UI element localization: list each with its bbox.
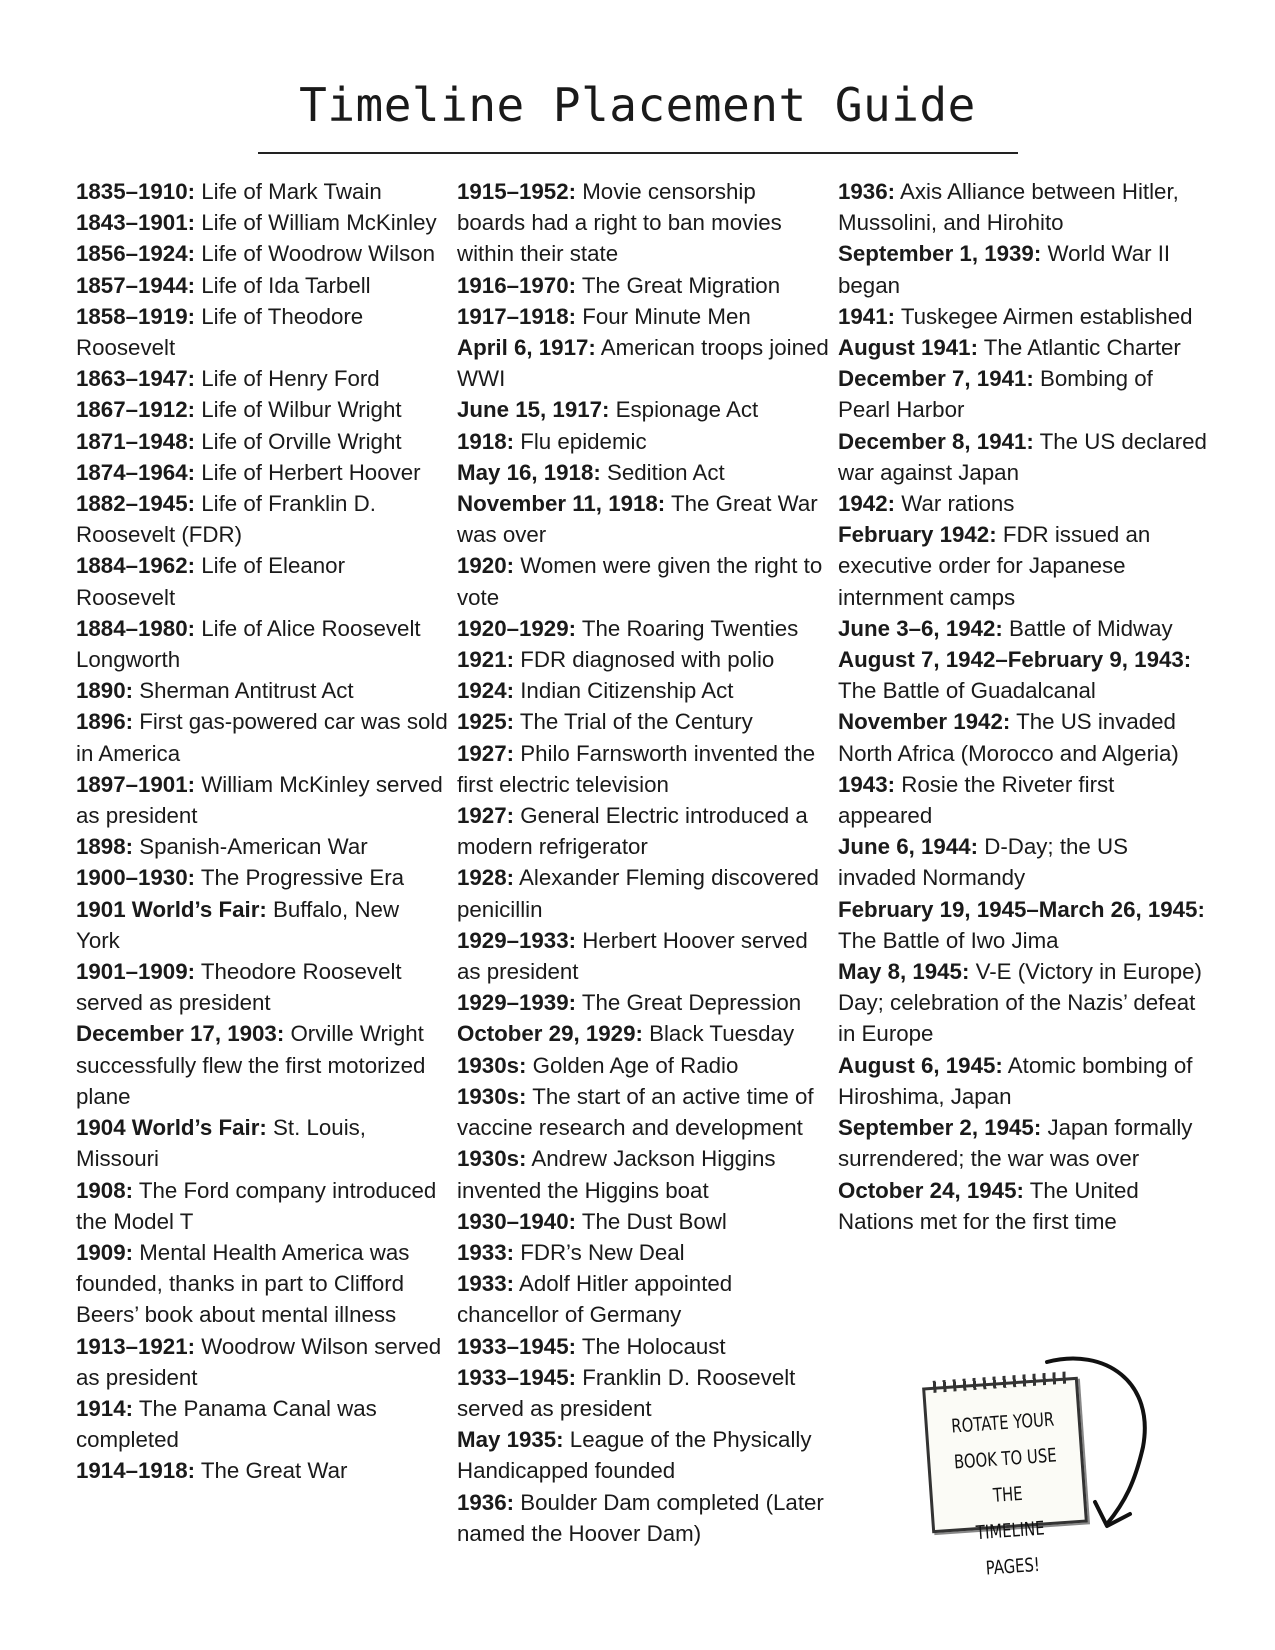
entry-date: September 2, 1945: — [838, 1115, 1042, 1141]
entry-description: Life of Eleanor Roosevelt — [76, 553, 346, 610]
timeline-entry — [457, 706, 829, 737]
timeline-entry — [76, 1237, 448, 1331]
timeline-entry — [457, 1050, 829, 1081]
entry-date: 1917–1918: — [457, 303, 577, 329]
entry-description: Alexander Fleming discovered penicillin — [457, 865, 819, 922]
timeline-entry — [838, 332, 1210, 363]
callout-line: TIMELINE PAGES! — [975, 1517, 1046, 1580]
entry-description: Japan formally surrendered; the war was over — [838, 1115, 1193, 1172]
timeline-entry — [76, 488, 448, 550]
entry-date: 1933: — [457, 1239, 515, 1265]
timeline-entry — [457, 1487, 829, 1549]
timeline-entry — [838, 301, 1210, 332]
entry-date: June 3–6, 1942: — [838, 615, 1003, 641]
entry-date: 1843–1901: — [76, 210, 196, 236]
entry-description: Four Minute Men — [576, 303, 751, 329]
entry-description: Philo Farnsworth invented the first electric television — [457, 740, 816, 797]
timeline-entry — [457, 987, 829, 1018]
entry-date: May 1935: — [457, 1427, 564, 1453]
entry-description: Women were given the right to vote — [457, 553, 823, 610]
entry-date: December 17, 1903: — [76, 1021, 285, 1047]
timeline-entry — [838, 831, 1210, 893]
entry-date: 1918: — [457, 428, 515, 454]
entry-date: 1920–1929: — [457, 615, 577, 641]
entry-date: 1874–1964: — [76, 459, 196, 485]
entry-description: Life of Theodore Roosevelt — [76, 303, 364, 361]
entry-description: First gas-powered car was sold in America — [76, 709, 448, 766]
entry-date: 1857–1944: — [76, 272, 196, 298]
timeline-column-1 — [76, 176, 448, 1487]
callout-line: ROTATE YOUR — [950, 1408, 1055, 1438]
timeline-entry — [76, 363, 448, 394]
timeline-entry — [76, 1175, 448, 1237]
entry-date: February 19, 1945–March 26, 1945: — [838, 896, 1205, 922]
entry-description: Black Tuesday — [642, 1021, 795, 1047]
timeline-entry — [457, 270, 829, 301]
timeline-entry — [457, 457, 829, 488]
entry-date: 1884–1980: — [76, 615, 196, 641]
entry-description: FDR diagnosed with polio — [514, 647, 775, 673]
entry-description: Life of Woodrow Wilson — [195, 241, 436, 267]
entry-description: The Trial of the Century — [514, 709, 753, 735]
entry-date: 1936: — [838, 179, 896, 204]
curved-arrow-icon — [1035, 1352, 1175, 1537]
entry-date: 1930s: — [457, 1146, 527, 1172]
entry-description: Adolf Hitler appointed chancellor of Germany — [457, 1271, 733, 1328]
timeline-entry — [76, 176, 448, 207]
timeline-entry — [76, 207, 448, 238]
timeline-entry — [457, 800, 829, 862]
entry-description: Life of Herbert Hoover — [195, 459, 421, 485]
entry-date: 1914: — [76, 1395, 134, 1421]
entry-description: The Progressive Era — [195, 865, 405, 891]
timeline-entry — [457, 301, 829, 332]
entry-description: The Holocaust — [576, 1333, 726, 1359]
entry-description: The Battle of Iwo Jima — [838, 927, 1059, 953]
timeline-entry — [457, 426, 829, 457]
entry-description: Life of Henry Ford — [195, 366, 380, 392]
timeline-entry — [76, 675, 448, 706]
entry-description: Life of William McKinley — [195, 210, 437, 236]
entry-description: The Roaring Twenties — [576, 615, 799, 641]
entry-date: June 15, 1917: — [457, 397, 610, 423]
entry-description: Life of Alice Roosevelt Longworth — [76, 615, 421, 673]
timeline-entry — [76, 238, 448, 269]
entry-date: 1867–1912: — [76, 397, 196, 423]
entry-date: 1871–1948: — [76, 428, 196, 454]
entry-description: Orville Wright successfully flew the first motorized plane — [76, 1021, 426, 1109]
entry-date: 1929–1933: — [457, 927, 577, 953]
entry-date: 1936: — [457, 1489, 515, 1515]
timeline-entry — [457, 1362, 829, 1424]
entry-date: 1916–1970: — [457, 272, 577, 298]
entry-description: The Dust Bowl — [576, 1208, 727, 1234]
entry-description: The Great Migration — [576, 272, 781, 298]
entry-date: 1884–1962: — [76, 553, 196, 579]
entry-description: Flu epidemic — [514, 428, 647, 454]
entry-date: May 8, 1945: — [838, 959, 970, 985]
timeline-entry — [838, 894, 1210, 956]
entry-date: 1933: — [457, 1271, 515, 1297]
entry-date: 1901–1909: — [76, 959, 196, 985]
entry-description: Theodore Roosevelt served as president — [76, 959, 402, 1016]
entry-description: Spanish-American War — [133, 834, 368, 860]
entry-description: The Great War — [195, 1458, 348, 1484]
entry-description: Life of Mark Twain — [195, 179, 382, 204]
callout-line: BOOK TO USE THE — [953, 1444, 1058, 1507]
timeline-entry — [838, 176, 1210, 238]
entry-description: Franklin D. Roosevelt served as president — [457, 1364, 796, 1421]
entry-date: 1908: — [76, 1177, 134, 1203]
timeline-entry — [76, 550, 448, 612]
entry-date: February 1942: — [838, 522, 997, 548]
timeline-entry — [76, 894, 448, 956]
timeline-entry — [838, 363, 1210, 425]
timeline-entry — [76, 270, 448, 301]
entry-description: American troops joined WWI — [457, 335, 829, 392]
entry-description: Buffalo, New York — [76, 896, 400, 953]
entry-date: 1915–1952: — [457, 179, 577, 204]
entry-date: 1835–1910: — [76, 179, 196, 204]
entry-description: Sedition Act — [600, 459, 725, 485]
entry-description: Movie censorship boards had a right to ban movies within their state — [457, 179, 782, 267]
title-rule — [258, 152, 1018, 154]
entry-date: April 6, 1917: — [457, 335, 596, 361]
entry-date: August 6, 1945: — [838, 1052, 1003, 1078]
timeline-entry — [457, 862, 829, 924]
entry-description: St. Louis, Missouri — [76, 1115, 366, 1172]
timeline-entry — [838, 1175, 1210, 1237]
timeline-entry — [76, 301, 448, 363]
entry-description: Sherman Antitrust Act — [133, 678, 354, 704]
entry-date: 1927: — [457, 740, 515, 766]
entry-date: November 1942: — [838, 709, 1011, 735]
entry-date: 1900–1930: — [76, 865, 196, 891]
timeline-entry — [457, 332, 829, 394]
entry-description: The US declared war against Japan — [838, 428, 1207, 485]
timeline-entry — [457, 1206, 829, 1237]
entry-date: 1898: — [76, 834, 134, 860]
entry-date: November 11, 1918: — [457, 491, 666, 517]
timeline-entry — [457, 613, 829, 644]
entry-description: FDR issued an executive order for Japanese internment camps — [838, 522, 1151, 610]
timeline-entry — [457, 1018, 829, 1049]
entry-date: 1901 World’s Fair: — [76, 896, 267, 922]
timeline-entry — [838, 519, 1210, 613]
entry-description: General Electric introduced a modern refrigerator — [457, 803, 808, 860]
timeline-entry — [76, 457, 448, 488]
timeline-entry — [838, 769, 1210, 831]
entry-description: Golden Age of Radio — [526, 1052, 739, 1078]
entry-description: The Great Depression — [576, 990, 802, 1016]
entry-description: William McKinley served as president — [76, 771, 443, 829]
entry-description: Life of Franklin D. Roosevelt (FDR) — [76, 491, 376, 548]
entry-date: 1890: — [76, 678, 134, 704]
entry-date: 1924: — [457, 678, 515, 704]
timeline-entry — [457, 176, 829, 270]
timeline-entry — [838, 426, 1210, 488]
timeline-entry — [457, 1331, 829, 1362]
entry-date: 1930s: — [457, 1083, 527, 1109]
entry-description: Axis Alliance between Hitler, Mussolini, and Hirohito — [838, 179, 1179, 236]
entry-description: The start of an active time of vaccine research and development — [457, 1083, 814, 1141]
timeline-entry — [457, 925, 829, 987]
entry-description: Indian Citizenship Act — [514, 678, 734, 704]
timeline-entry — [838, 706, 1210, 768]
page-title: Timeline Placement Guide — [299, 78, 976, 132]
timeline-entry — [838, 956, 1210, 1050]
entry-date: 1943: — [838, 771, 896, 797]
entry-date: June 6, 1944: — [838, 834, 979, 860]
timeline-entry — [457, 644, 829, 675]
entry-date: 1930–1940: — [457, 1208, 577, 1234]
entry-date: 1914–1918: — [76, 1458, 196, 1484]
entry-description: The US invaded North Africa (Morocco and Algeria) — [838, 709, 1179, 766]
entry-description: V-E (Victory in Europe) Day; celebration of the Nazis’ defeat in Europe — [838, 959, 1202, 1047]
timeline-entry — [838, 1050, 1210, 1112]
timeline-entry — [457, 488, 829, 550]
timeline-entry — [457, 738, 829, 800]
entry-description: D-Day; the US invaded Normandy — [838, 834, 1128, 891]
entry-description: Tuskegee Airmen established — [895, 303, 1193, 329]
entry-description: The Atlantic Charter — [978, 335, 1181, 361]
entry-description: The Ford company introduced the Model T — [76, 1177, 437, 1234]
entry-description: Battle of Midway — [1002, 615, 1173, 641]
timeline-entry — [457, 675, 829, 706]
entry-date: August 1941: — [838, 335, 979, 361]
timeline-entry — [838, 1112, 1210, 1174]
entry-description: Rosie the Riveter first appeared — [838, 771, 1115, 829]
entry-date: 1856–1924: — [76, 241, 196, 267]
entry-date: 1928: — [457, 865, 515, 891]
entry-date: September 1, 1939: — [838, 241, 1042, 267]
timeline-entry — [457, 1424, 829, 1486]
entry-date: 1925: — [457, 709, 515, 735]
entry-description: Atomic bombing of Hiroshima, Japan — [838, 1052, 1193, 1109]
rotate-book-callout — [915, 1368, 1180, 1580]
entry-date: August 7, 1942–February 9, 1943: — [838, 647, 1192, 673]
timeline-entry — [76, 831, 448, 862]
entry-description: Life of Wilbur Wright — [195, 397, 402, 423]
entry-date: 1863–1947: — [76, 366, 196, 392]
timeline-entry — [76, 1112, 448, 1174]
entry-description: The United Nations met for the first time — [838, 1177, 1139, 1234]
entry-date: 1930s: — [457, 1052, 527, 1078]
timeline-entry — [76, 956, 448, 1018]
timeline-entry — [457, 550, 829, 612]
timeline-entry — [457, 1143, 829, 1205]
entry-description: Mental Health America was founded, thanks in part to Clifford Beers’ book about mental illness — [76, 1239, 410, 1328]
entry-date: October 29, 1929: — [457, 1021, 643, 1047]
entry-description: Espionage Act — [609, 397, 759, 423]
entry-description: The Great War was over — [457, 491, 818, 548]
entry-description: Life of Orville Wright — [195, 428, 402, 454]
entry-description: Boulder Dam completed (Later named the Hoover Dam) — [457, 1489, 824, 1546]
entry-description: Woodrow Wilson served as president — [76, 1333, 442, 1390]
entry-date: 1909: — [76, 1239, 134, 1265]
entry-date: 1927: — [457, 803, 515, 829]
timeline-entry — [838, 644, 1210, 706]
timeline-entry — [76, 1393, 448, 1455]
entry-date: 1933–1945: — [457, 1364, 577, 1390]
entry-description: The Battle of Guadalcanal — [838, 678, 1096, 704]
entry-date: 1941: — [838, 303, 896, 329]
timeline-entry — [76, 862, 448, 893]
timeline-entry — [457, 394, 829, 425]
timeline-entry — [838, 488, 1210, 519]
entry-description: War rations — [895, 491, 1015, 517]
timeline-entry — [76, 706, 448, 768]
entry-date: 1920: — [457, 553, 515, 579]
timeline-entry — [76, 1018, 448, 1112]
entry-description: World War II began — [838, 241, 1171, 298]
entry-description: FDR’s New Deal — [514, 1239, 685, 1265]
entry-description: League of the Physically Handicapped founded — [457, 1427, 812, 1484]
entry-date: December 7, 1941: — [838, 366, 1034, 392]
entry-date: 1904 World’s Fair: — [76, 1115, 267, 1141]
entry-date: 1929–1939: — [457, 990, 577, 1016]
entry-description: Life of Ida Tarbell — [195, 272, 371, 298]
entry-date: December 8, 1941: — [838, 428, 1034, 454]
timeline-entry — [838, 238, 1210, 300]
timeline-entry — [457, 1268, 829, 1330]
timeline-entry — [76, 1331, 448, 1393]
timeline-entry — [457, 1081, 829, 1143]
entry-date: 1882–1945: — [76, 491, 196, 517]
timeline-entry — [76, 394, 448, 425]
entry-date: 1933–1945: — [457, 1333, 577, 1359]
entry-description: Herbert Hoover served as president — [457, 927, 808, 985]
timeline-entry — [76, 1455, 448, 1486]
timeline-entry — [76, 769, 448, 831]
timeline-entry — [76, 613, 448, 675]
entry-description: Andrew Jackson Higgins invented the Higgins boat — [457, 1146, 776, 1203]
timeline-entry — [838, 613, 1210, 644]
timeline-column-2 — [457, 176, 829, 1549]
timeline-entry — [457, 1237, 829, 1268]
entry-description: The Panama Canal was completed — [76, 1395, 377, 1453]
entry-description: Bombing of Pearl Harbor — [838, 366, 1153, 423]
entry-date: 1942: — [838, 491, 896, 517]
timeline-column-3 — [838, 176, 1210, 1237]
entry-date: 1921: — [457, 647, 515, 673]
entry-date: 1913–1921: — [76, 1333, 196, 1359]
entry-date: May 16, 1918: — [457, 459, 601, 485]
timeline-entry — [76, 426, 448, 457]
entry-date: 1896: — [76, 709, 134, 735]
entry-date: 1897–1901: — [76, 771, 196, 797]
entry-date: October 24, 1945: — [838, 1177, 1024, 1203]
entry-date: 1858–1919: — [76, 303, 196, 329]
